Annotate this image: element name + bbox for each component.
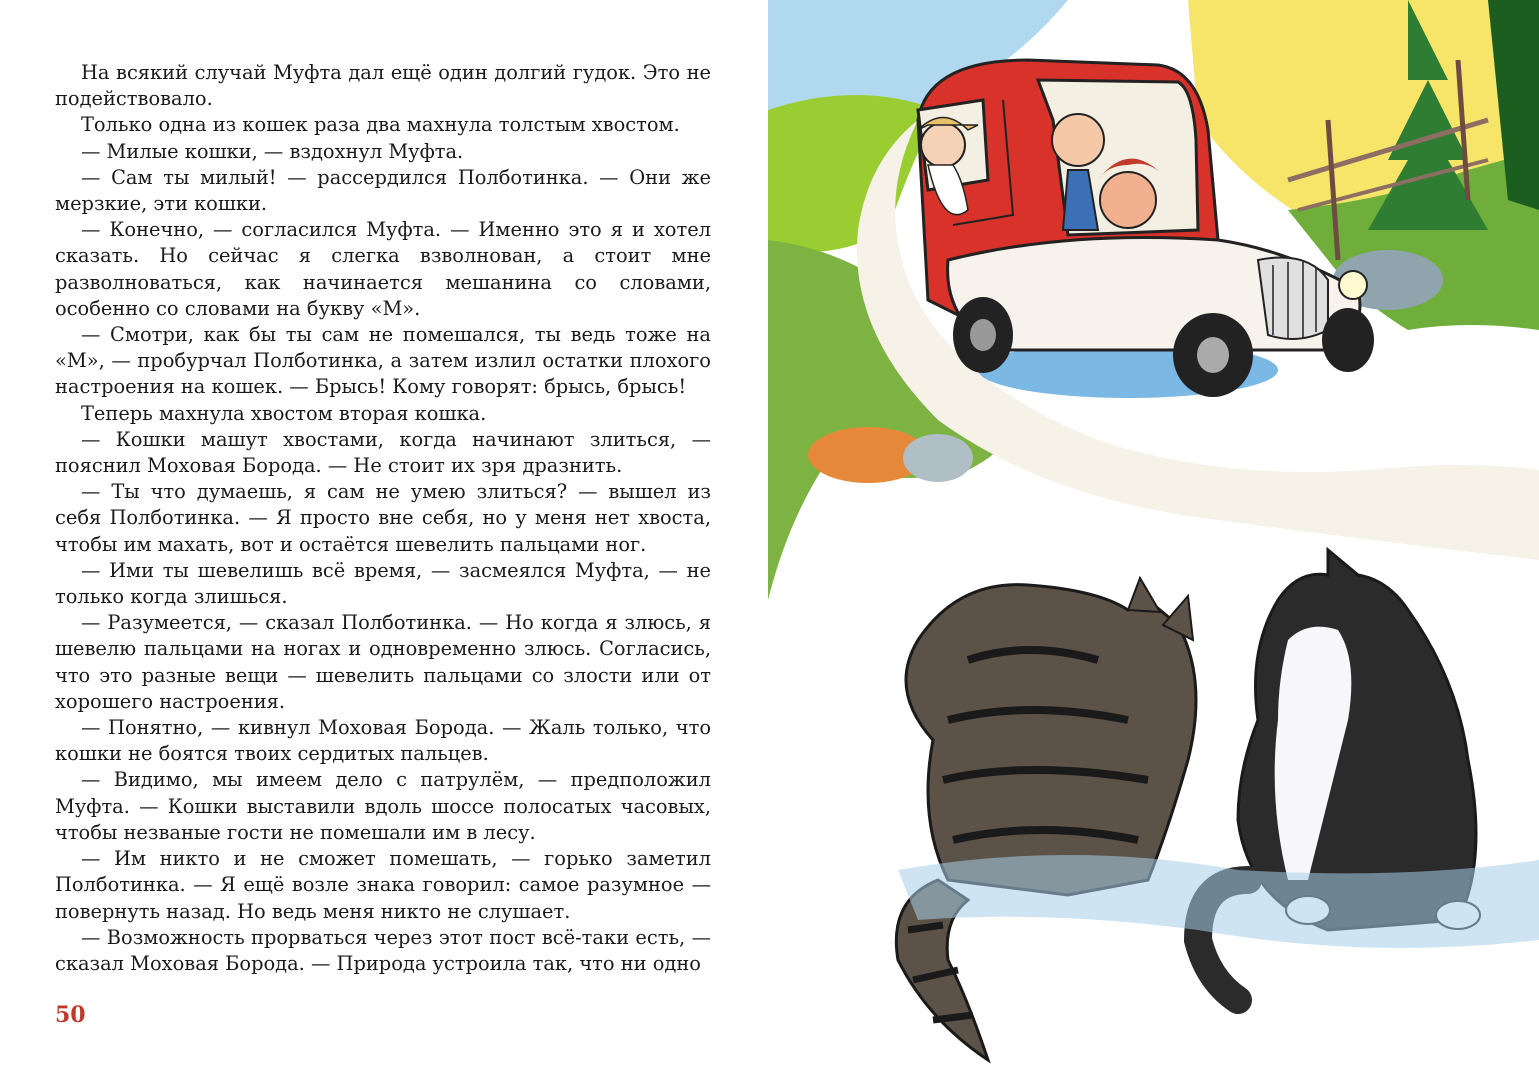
story-text xyxy=(55,60,711,977)
paragraph: Теперь махнула хвостом вторая кошка. xyxy=(81,401,487,425)
paragraph: — Конечно, — согласился Муфта. — Именно это я и хотел сказать. Но сейчас я слегка взволнован, а стоит мне разволноваться, как начинается мешанина со словами, особенно со словами на букву «М». xyxy=(55,218,711,320)
paragraph: — Сам ты милый! — рассердился Полботинка. — Они же мерзкие, эти кошки. xyxy=(55,165,711,216)
paragraph: — Возможность прорваться через этот пост всё-таки есть, — сказал Моховая Борода. — Природа устроила так, что ни одно xyxy=(55,925,711,975)
paragraph: На всякий случай Муфта дал ещё один долгий гудок. Это не подействовало. xyxy=(55,61,711,111)
paragraph: — Видимо, мы имеем дело с патрулём, — предположил Муфта. — Кошки выставили вдоль шоссе полосатых часовых, чтобы незваные гости не помешали им в лесу. xyxy=(55,768,711,844)
paragraph: — Им никто и не сможет помешать, — горько заметил Полботинка. — Я ещё возле знака говорил: самое разумное — повернуть назад. Но ведь меня никто не слушает. xyxy=(55,847,711,923)
paragraph: — Разумеется, — сказал Полботинка. — Но когда я злюсь, я шевелю пальцами на ногах и одновременно злюсь. Согласись, что это разные вещи — шевелить пальцами со злости или от хорошего настроения. xyxy=(55,611,711,713)
illustration-car-and-cats xyxy=(768,0,1539,1087)
left-page xyxy=(0,0,768,1087)
paragraph: — Понятно, — кивнул Моховая Борода. — Жаль только, что кошки не боятся твоих сердитых пальцев. xyxy=(55,716,711,766)
paragraph: — Смотри, как бы ты сам не помешался, ты ведь тоже на «М», — пробурчал Полботинка, а затем излил остатки плохого настроения на кошек. — Брысь! Кому говорят: брысь, брысь! xyxy=(55,323,711,399)
paragraph: — Ты что думаешь, я сам не умею злиться? — вышел из себя Полботинка. — Я просто вне себя, но у меня нет хвоста, чтобы им махать, вот и остаётся шевелить пальцами ног. xyxy=(55,480,711,556)
paragraph: — Кошки машут хвостами, когда начинают злиться, — пояснил Моховая Борода. — Не стоит их зря дразнить. xyxy=(55,427,711,478)
paragraph: Только одна из кошек раза два махнула толстым хвостом. xyxy=(81,113,680,137)
page-number: 50 xyxy=(55,1002,86,1028)
paragraph: — Милые кошки, — вздохнул Муфта. xyxy=(81,139,464,163)
paragraph: — Ими ты шевелишь всё время, — засмеялся Муфта, — не только когда злишься. xyxy=(55,558,711,609)
